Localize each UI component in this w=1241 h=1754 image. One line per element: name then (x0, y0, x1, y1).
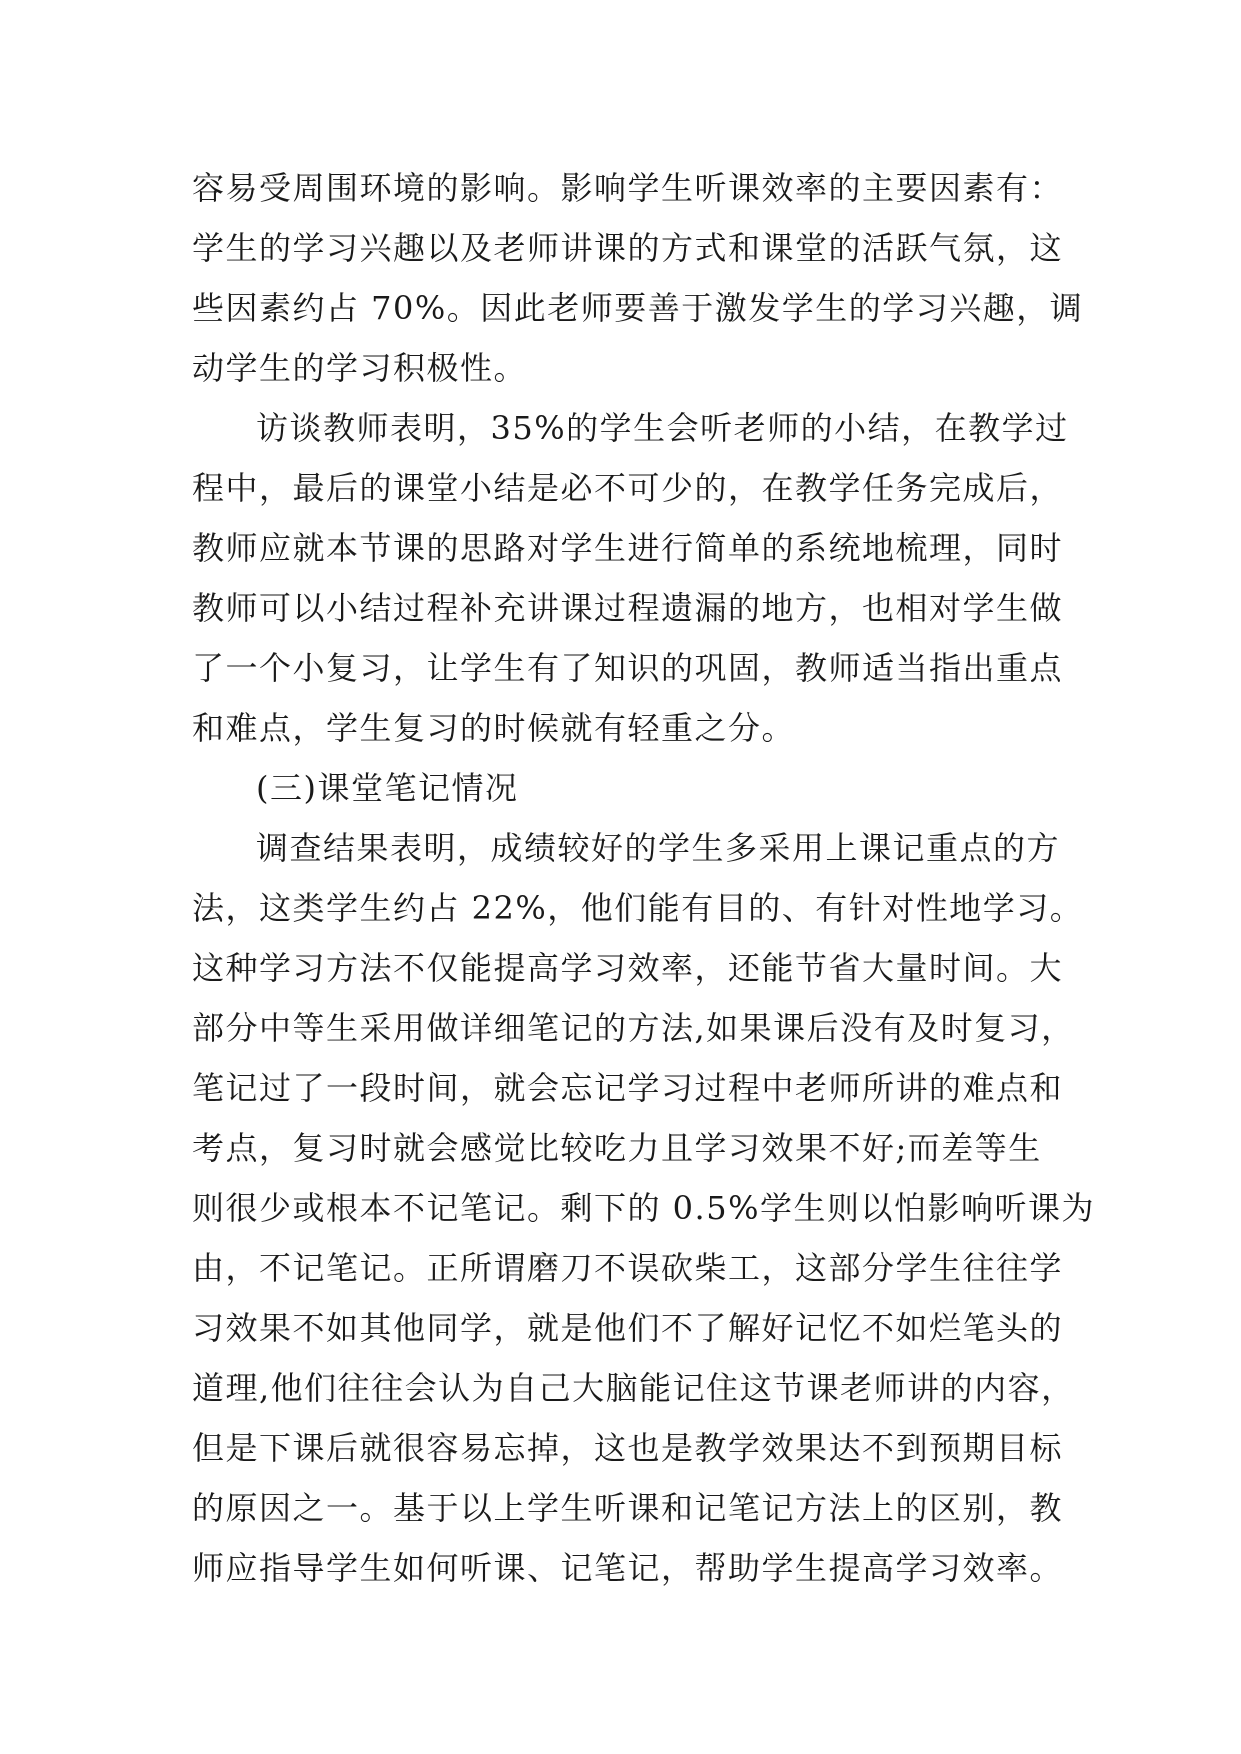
text-line: 习效果不如其他同学，就是他们不了解好记忆不如烂笔头的 (192, 1309, 1064, 1347)
text-line: 了一个小复习，让学生有了知识的巩固，教师适当指出重点 (192, 649, 1064, 687)
text-line: 由，不记笔记。正所谓磨刀不误砍柴工，这部分学生往往学 (192, 1249, 1064, 1287)
text-line: 些因素约占 70%。因此老师要善于激发学生的学习兴趣，调 (192, 289, 1084, 327)
text-line: 和难点，学生复习的时候就有轻重之分。 (192, 709, 796, 747)
text-line: 容易受周围环境的影响。影响学生听课效率的主要因素有： (192, 169, 1064, 207)
text-line: 的原因之一。基于以上学生听课和记笔记方法上的区别，教 (192, 1489, 1064, 1527)
text-line: 笔记过了一段时间，就会忘记学习过程中老师所讲的难点和 (192, 1069, 1064, 1107)
text-line: 部分中等生采用做详细笔记的方法,如果课后没有及时复习， (192, 1009, 1075, 1047)
text-line: 则很少或根本不记笔记。剩下的 0.5%学生则以怕影响听课为 (192, 1189, 1095, 1227)
text-line: 教师应就本节课的思路对学生进行简单的系统地梳理，同时 (192, 529, 1064, 567)
text-line: 这种学习方法不仅能提高学习效率，还能节省大量时间。大 (192, 949, 1064, 987)
text-line: 调查结果表明，成绩较好的学生多采用上课记重点的方 (256, 829, 1061, 867)
section-heading: (三)课堂笔记情况 (256, 769, 519, 807)
text-line: 道理,他们往往会认为自己大脑能记住这节课老师讲的内容， (192, 1369, 1075, 1407)
text-line: 师应指导学生如何听课、记笔记，帮助学生提高学习效率。 (192, 1549, 1064, 1587)
text-line: 动学生的学习积极性。 (192, 349, 528, 387)
text-line: 访谈教师表明，35%的学生会听老师的小结，在教学过 (256, 409, 1069, 447)
text-line: 程中，最后的课堂小结是必不可少的，在教学任务完成后， (192, 469, 1064, 507)
text-line: 学生的学习兴趣以及老师讲课的方式和课堂的活跃气氛，这 (192, 229, 1064, 267)
text-line: 但是下课后就很容易忘掉，这也是教学效果达不到预期目标 (192, 1429, 1064, 1467)
text-line: 法，这类学生约占 22%，他们能有目的、有针对性地学习。 (192, 889, 1084, 927)
text-line: 教师可以小结过程补充讲课过程遗漏的地方，也相对学生做 (192, 589, 1064, 627)
text-line: 考点，复习时就会感觉比较吃力且学习效果不好;而差等生 (192, 1129, 1042, 1167)
